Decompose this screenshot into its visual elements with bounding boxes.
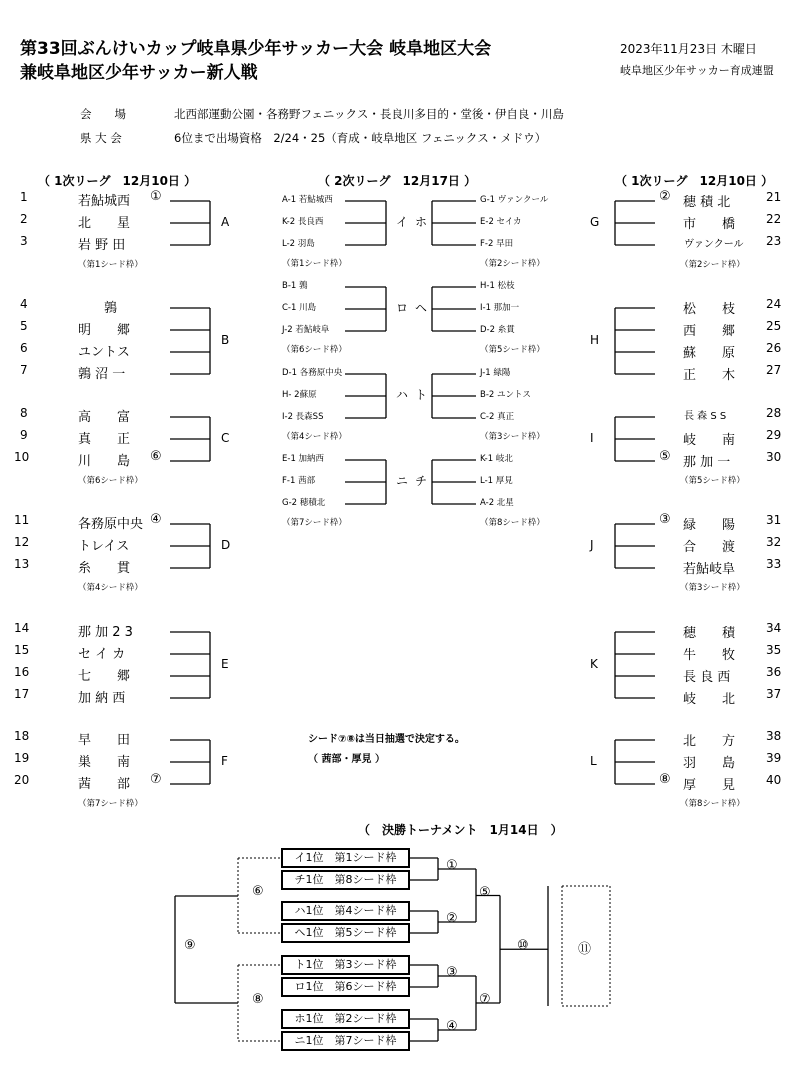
final-slot: ト1位 第3シード枠 (281, 955, 410, 975)
team-name: 加 納 西 (78, 691, 126, 706)
team-name: 茜 部 (78, 777, 131, 792)
note-line-1: シード⑦⑧は当日抽選で決定する。 (308, 734, 465, 745)
match-number: ⑧ (252, 992, 264, 1007)
team-number: 24 (766, 297, 782, 311)
team-number: 37 (766, 687, 782, 701)
second-league-left-team: E-1 加納西 (282, 454, 325, 464)
team-name: 長 良 西 (683, 670, 731, 685)
second-league-right-team: L-1 厚見 (480, 476, 513, 486)
seed-slot: （第4シード枠） (78, 583, 143, 593)
seed-slot: （第3シード枠） (480, 432, 545, 442)
league-label: ニ (396, 474, 409, 488)
group-letter: J (590, 538, 594, 552)
team-number: 31 (766, 513, 782, 527)
final-slot: チ1位 第8シード枠 (281, 870, 410, 890)
team-number: 29 (766, 428, 782, 442)
team-name: 岐 北 (683, 692, 736, 707)
final-slot: イ1位 第1シード枠 (281, 848, 410, 868)
team-name: 糸 貫 (78, 561, 131, 576)
second-league-left-team: J-2 若鮎岐阜 (282, 325, 330, 335)
second-league-right-team: D-2 糸貫 (480, 325, 515, 335)
team-number: 6 (20, 341, 28, 355)
team-number: 10 (14, 450, 30, 464)
league-label: イ (396, 215, 409, 229)
team-number: 8 (20, 406, 28, 420)
league-label: ホ (414, 215, 427, 229)
team-number: 14 (14, 621, 30, 635)
team-number: 39 (766, 751, 782, 765)
second-league-right-team: G-1 ヴァンクール (480, 195, 549, 205)
match-number: ⑥ (252, 884, 264, 899)
match-number: ① (446, 858, 458, 873)
seed-slot: （第7シード枠） (282, 518, 347, 528)
league-label: チ (414, 474, 427, 488)
second-league-right-team: A-2 北星 (480, 498, 514, 508)
team-name: セ イ カ (78, 647, 126, 662)
team-name: ヴァンクール (684, 239, 744, 250)
team-name: 若鮎城西 (78, 194, 131, 209)
team-name: 若鮎岐阜 (683, 562, 736, 577)
team-name: 鶉 (78, 301, 118, 316)
final-slot: ニ1位 第7シード枠 (281, 1031, 410, 1051)
group-letter: D (221, 538, 231, 552)
team-number: 11 (14, 513, 30, 527)
final-tournament-header: （ 決勝トーナメント 1月14日 ） (358, 823, 563, 837)
second-league-right-team: I-1 那加一 (480, 303, 520, 313)
prefecture-label: 県 大 会 (80, 131, 122, 145)
team-number: 22 (766, 212, 782, 226)
team-name: 各務原中央 (78, 517, 144, 532)
venue-label: 会 場 (80, 107, 126, 121)
team-number: 28 (766, 406, 782, 420)
second-league-right-team: B-2 ユントス (480, 390, 531, 400)
match-number: ③ (446, 965, 458, 980)
seed-slot: （第1シード枠） (78, 260, 143, 270)
team-number: 27 (766, 363, 782, 377)
seed-slot: （第6シード枠） (282, 345, 347, 355)
group-letter: L (590, 754, 597, 768)
date: 2023年11月23日 木曜日 (620, 42, 757, 56)
note-line-2: （ 茜部・厚見 ） (308, 754, 385, 765)
seed-mark: ⑥ (150, 449, 162, 464)
team-name: 西 郷 (683, 324, 736, 339)
group-letter: H (590, 333, 600, 347)
match-number: ④ (446, 1019, 458, 1034)
team-number: 1 (20, 190, 28, 204)
final-slot: ロ1位 第6シード枠 (281, 977, 410, 997)
team-number: 9 (20, 428, 28, 442)
team-name: 厚 見 (683, 778, 736, 793)
team-name: 高 富 (78, 410, 131, 425)
seed-mark: ④ (150, 512, 162, 527)
second-league-right-team: C-2 真正 (480, 412, 515, 422)
team-name: 鶉 沼 一 (78, 367, 126, 382)
team-number: 36 (766, 665, 782, 679)
seed-slot: （第8シード枠） (680, 799, 745, 809)
team-name: 那 加 一 (683, 455, 731, 470)
team-name: 牛 牧 (683, 648, 736, 663)
team-number: 25 (766, 319, 782, 333)
seed-mark: ③ (659, 512, 671, 527)
team-number: 20 (14, 773, 30, 787)
match-number: ⑦ (479, 992, 491, 1007)
seed-slot: （第1シード枠） (282, 259, 347, 269)
team-number: 40 (766, 773, 782, 787)
match-number: ② (446, 911, 458, 926)
seed-slot: （第2シード枠） (680, 260, 745, 270)
second-league-right-team: F-2 早田 (480, 239, 514, 249)
team-number: 33 (766, 557, 782, 571)
second-league-right-team: H-1 松枝 (480, 281, 515, 291)
team-name: 七 郷 (78, 669, 131, 684)
team-number: 34 (766, 621, 782, 635)
seed-mark: ⑤ (659, 449, 671, 464)
team-name: 岐 南 (683, 433, 736, 448)
team-number: 21 (766, 190, 782, 204)
group-letter: E (221, 657, 229, 671)
seed-slot: （第3シード枠） (680, 583, 745, 593)
team-name: 穂 積 (683, 626, 736, 641)
group-letter: A (221, 215, 230, 229)
match-number: ⑩ (517, 938, 529, 954)
team-name: 真 正 (78, 432, 131, 447)
second-league-left-team: I-2 長森SS (282, 412, 324, 422)
seed-mark: ⑦ (150, 772, 162, 787)
match-number: ⑪ (578, 942, 592, 957)
team-name: 正 木 (683, 368, 736, 383)
prefecture-value: 6位まで出場資格 2/24・25（育成・岐阜地区 フェニックス・メドウ） (174, 131, 547, 145)
group-letter: I (590, 431, 594, 445)
team-number: 32 (766, 535, 782, 549)
team-number: 2 (20, 212, 28, 226)
team-number: 13 (14, 557, 30, 571)
team-number: 35 (766, 643, 782, 657)
team-number: 15 (14, 643, 30, 657)
team-name: 蘇 原 (683, 346, 736, 361)
final-slot: ホ1位 第2シード枠 (281, 1009, 410, 1029)
group-letter: K (590, 657, 598, 671)
team-number: 38 (766, 729, 782, 743)
team-name: 巣 南 (78, 755, 131, 770)
team-name: 穂 積 北 (683, 195, 731, 210)
group-letter: G (590, 215, 600, 229)
final-slot: ヘ1位 第5シード枠 (281, 923, 410, 943)
second-league-right-team: E-2 セイカ (480, 217, 522, 227)
team-number: 12 (14, 535, 30, 549)
right-league-header: （ 1次リーグ 12月10日 ） (615, 174, 774, 188)
team-name: 那 加 2 3 (78, 625, 133, 640)
seed-slot: （第2シード枠） (480, 259, 545, 269)
team-number: 30 (766, 450, 782, 464)
team-name: ユントス (78, 345, 130, 360)
team-number: 19 (14, 751, 30, 765)
team-name: トレイス (78, 539, 130, 554)
second-league-left-team: H- 2蘇原 (282, 390, 317, 400)
seed-slot: （第4シード枠） (282, 432, 347, 442)
team-name: 松 枝 (683, 302, 736, 317)
league-label: ロ (396, 301, 409, 315)
second-league-left-team: F-1 茜部 (282, 476, 316, 486)
league-label: ハ (396, 388, 409, 402)
league-label: ト (414, 388, 427, 402)
second-league-left-team: D-1 各務原中央 (282, 368, 343, 378)
page-subtitle: 兼岐阜地区少年サッカー新人戦 (20, 63, 258, 83)
team-number: 3 (20, 234, 28, 248)
team-name: 明 郷 (78, 323, 131, 338)
team-name: 北 星 (78, 216, 131, 231)
league-label: ヘ (414, 301, 427, 315)
team-number: 23 (766, 234, 782, 248)
seed-slot: （第7シード枠） (78, 799, 143, 809)
seed-slot: （第6シード枠） (78, 476, 143, 486)
group-letter: B (221, 333, 230, 347)
second-league-left-team: L-2 羽島 (282, 239, 315, 249)
page-title: 第33回ぶんけいカップ岐阜県少年サッカー大会 岐阜地区大会 (20, 39, 492, 59)
group-letter: C (221, 431, 230, 445)
team-name: 川 島 (78, 454, 131, 469)
seed-slot: （第5シード枠） (680, 476, 745, 486)
team-name: 長 森 S S (684, 411, 727, 422)
second-league-right-team: J-1 緑陽 (480, 368, 511, 378)
second-league-left-team: C-1 川島 (282, 303, 317, 313)
venue-value: 北西部運動公園・各務野フェニックス・長良川多目的・堂後・伊自良・川島 (174, 107, 564, 121)
team-number: 17 (14, 687, 30, 701)
team-number: 26 (766, 341, 782, 355)
team-name: 北 方 (683, 734, 736, 749)
team-number: 5 (20, 319, 28, 333)
seed-mark: ② (659, 189, 671, 204)
second-league-left-team: A-1 若鮎城西 (282, 195, 333, 205)
second-league-right-team: K-1 岐北 (480, 454, 513, 464)
team-name: 市 橋 (683, 217, 736, 232)
second-league-left-team: G-2 穂積北 (282, 498, 326, 508)
team-name: 羽 島 (683, 756, 736, 771)
team-name: 合 渡 (683, 540, 736, 555)
team-name: 早 田 (78, 733, 131, 748)
team-name: 岩 野 田 (78, 238, 126, 253)
second-league-header: （ 2次リーグ 12月17日 ） (318, 174, 477, 188)
team-number: 7 (20, 363, 28, 377)
team-name: 緑 陽 (683, 518, 736, 533)
seed-mark: ⑧ (659, 772, 671, 787)
match-number: ⑨ (184, 938, 196, 953)
team-number: 16 (14, 665, 30, 679)
team-number: 18 (14, 729, 30, 743)
final-slot: ハ1位 第4シード枠 (281, 901, 410, 921)
group-letter: F (221, 754, 228, 768)
organizer: 岐阜地区少年サッカー育成連盟 (620, 64, 774, 77)
team-number: 4 (20, 297, 28, 311)
match-number: ⑤ (479, 884, 491, 900)
second-league-left-team: K-2 長良西 (282, 217, 324, 227)
seed-slot: （第5シード枠） (480, 345, 545, 355)
seed-slot: （第8シード枠） (480, 518, 545, 528)
seed-mark: ① (150, 189, 162, 204)
left-league-header: （ 1次リーグ 12月10日 ） (38, 174, 197, 188)
second-league-left-team: B-1 鶉 (282, 281, 308, 291)
